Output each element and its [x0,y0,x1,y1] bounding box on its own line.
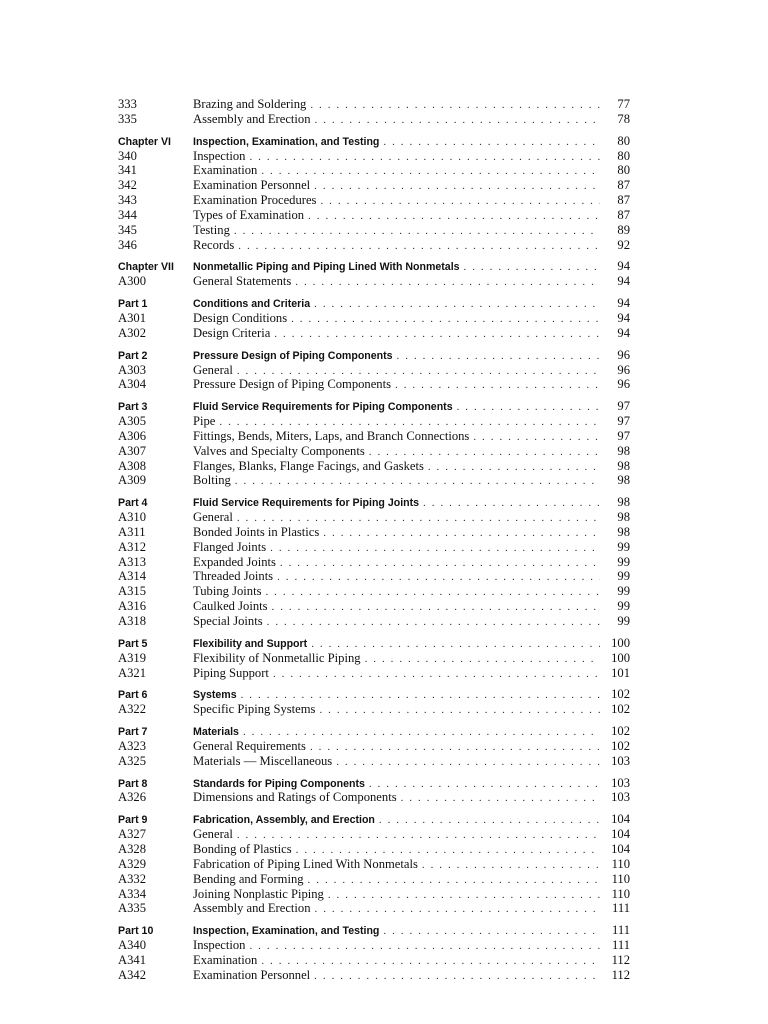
toc-section-number: A335 [118,901,146,916]
toc-entry-row[interactable] [118,857,630,872]
dot-leader [314,297,600,312]
toc-section-number: A326 [118,790,146,805]
toc-page-number: 110 [611,871,630,886]
toc-page-number: 94 [617,310,630,325]
dot-leader [235,474,600,489]
table-of-contents [118,97,630,983]
toc-section-title: Joining Nonplastic Piping [193,886,324,901]
toc-section-title: Assembly and Erection [193,901,311,916]
toc-page-number: 97 [617,414,630,429]
toc-entry-row[interactable] [118,363,630,378]
dot-leader [320,194,600,209]
dot-leader [277,570,600,585]
toc-section-number: A327 [118,827,146,842]
toc-section-number: A319 [118,650,146,665]
dot-leader [270,541,600,556]
dot-leader [265,585,600,600]
toc-section-title: Conditions and Criteria [193,298,311,311]
toc-entry-row[interactable] [118,163,630,178]
toc-page-number: 78 [617,111,630,126]
toc-page-number: 98 [617,495,630,510]
toc-section-number: A342 [118,967,146,982]
toc-section-title: Inspection [193,938,246,953]
dot-leader [249,939,600,954]
toc-section-title: General [193,827,233,842]
toc-section-number: Part 6 [118,689,148,702]
toc-section-title: Inspection, Examination, and Testing [193,135,380,148]
toc-entry-row[interactable] [118,540,630,555]
dot-leader [397,349,600,364]
dot-leader [280,556,600,571]
toc-section-title: Bonded Joints in Plastics [193,524,320,539]
toc-section-number: A341 [118,952,146,967]
toc-page-number: 102 [611,702,630,717]
toc-entry-row[interactable] [118,938,630,953]
toc-section-number: Part 8 [118,777,148,790]
dot-leader [238,239,600,254]
toc-page-number: 97 [617,399,630,414]
dot-leader [237,511,600,526]
toc-page-number: 111 [612,938,630,953]
dot-leader [464,260,600,275]
toc-page-number: 99 [617,599,630,614]
toc-section-number: Part 5 [118,637,148,650]
toc-page-number: 97 [617,428,630,443]
toc-heading-row[interactable] [118,724,630,739]
toc-section-title: Special Joints [193,614,263,628]
toc-section-number: 344 [118,207,137,222]
dot-leader [272,600,600,615]
toc-entry-row[interactable] [118,599,630,614]
toc-page-number: 99 [617,584,630,599]
toc-section-title: Fluid Service Requirements for Piping Components [193,401,453,414]
toc-section-title: Flanged Joints [193,539,267,554]
toc-section-number: Chapter VI [118,135,171,148]
toc-section-number: A334 [118,886,146,901]
dot-leader [395,378,600,393]
dot-leader [383,135,600,150]
toc-section-title: Piping Support [193,665,269,680]
toc-page-number: 103 [611,790,630,805]
toc-entry-row[interactable] [118,842,630,857]
toc-section-number: A329 [118,856,146,871]
toc-entry-row[interactable] [118,584,630,599]
toc-section-title: Specific Piping Systems [193,702,316,717]
toc-entry-row[interactable] [118,953,630,968]
toc-entry-row[interactable] [118,887,630,902]
toc-entry-row[interactable] [118,790,630,805]
toc-entry-row[interactable] [118,149,630,164]
dot-leader [295,275,600,290]
toc-section-number: 343 [118,193,137,208]
toc-section-title: Flanges, Blanks, Flange Facings, and Gaskets [193,458,424,473]
toc-entry-row[interactable] [118,739,630,754]
dot-leader [315,113,600,128]
dot-leader [296,843,600,858]
toc-page-number: 94 [617,259,630,274]
toc-page-number: 110 [611,886,630,901]
toc-page-number: 103 [611,753,630,768]
toc-section-number: A307 [118,443,146,458]
toc-page-number: 87 [617,193,630,208]
toc-section-title: Bonding of Plastics [193,841,292,856]
dot-leader [383,924,600,939]
toc-heading-row[interactable] [118,259,630,274]
toc-entry-row[interactable] [118,510,630,525]
toc-page-number: 96 [617,347,630,362]
toc-entry-row[interactable] [118,97,630,112]
toc-section-title: Expanded Joints [193,554,276,569]
toc-entry-row[interactable] [118,274,630,289]
toc-section-title: Pipe [193,414,216,429]
toc-section-number: A309 [118,473,146,488]
toc-section-number: A328 [118,841,146,856]
toc-section-number: A311 [118,524,146,539]
toc-section-number: A308 [118,458,146,473]
toc-section-number: A301 [118,310,146,325]
toc-section-title: Flexibility and Support [193,637,308,650]
dot-leader [328,888,600,903]
toc-section-title: Systems [193,689,237,702]
toc-page-number: 80 [617,163,630,178]
dot-leader [323,526,600,541]
dot-leader [310,740,600,755]
toc-section-number: Part 1 [118,298,148,311]
toc-section-title: Design Criteria [193,325,271,340]
toc-page-number: 99 [617,614,630,628]
toc-section-number: A305 [118,414,146,429]
toc-section-title: Fabrication, Assembly, and Erection [193,814,375,827]
dot-leader [261,954,600,969]
toc-section-title: Valves and Specialty Components [193,443,365,458]
toc-section-title: Types of Examination [193,207,305,222]
toc-section-number: A316 [118,599,146,614]
toc-page-number: 80 [617,133,630,148]
toc-section-title: Fluid Service Requirements for Piping Joints [193,497,420,510]
toc-section-title: Examination Personnel [193,178,311,193]
toc-section-number: Part 9 [118,814,148,827]
toc-page-number: 111 [612,901,630,916]
toc-section-title: Nonmetallic Piping and Piping Lined With Nonmetals [193,261,460,274]
toc-section-title: Records [193,237,235,252]
dot-leader [311,637,600,652]
toc-section-title: Standards for Piping Components [193,777,365,790]
toc-section-number: 345 [118,222,137,237]
toc-section-title: Pressure Design of Piping Components [193,349,393,362]
toc-page-number: 99 [617,539,630,554]
toc-entry-row[interactable] [118,872,630,887]
toc-page-number: 102 [611,687,630,702]
toc-heading-row[interactable] [118,134,630,149]
toc-entry-row[interactable] [118,666,630,681]
toc-page-number: 96 [617,362,630,377]
toc-page-number: 89 [617,222,630,237]
toc-section-number: 341 [118,163,137,178]
toc-section-number: A332 [118,871,146,886]
dot-leader [423,496,600,511]
toc-page-number: 96 [617,377,630,392]
toc-section-number: A310 [118,510,146,525]
toc-entry-row[interactable] [118,208,630,223]
toc-section-number: A312 [118,539,146,554]
toc-entry-row[interactable] [118,827,630,842]
toc-page-number: 98 [617,443,630,458]
toc-section-number: Part 4 [118,497,148,510]
dot-leader [369,445,600,460]
toc-page-number: 103 [611,775,630,790]
toc-heading-row[interactable] [118,399,630,414]
dot-leader [457,400,600,415]
toc-section-number: 340 [118,148,137,163]
toc-entry-row[interactable] [118,901,630,916]
toc-page-number: 99 [617,554,630,569]
toc-section-number: Part 10 [118,925,154,938]
toc-entry-row[interactable] [118,223,630,238]
dot-leader [249,150,600,165]
toc-section-number: A306 [118,428,146,443]
toc-section-title: Examination [193,163,258,178]
toc-section-title: Inspection [193,148,246,163]
toc-page-number: 98 [617,473,630,488]
toc-section-title: Pressure Design of Piping Components [193,377,391,392]
toc-section-title: Tubing Joints [193,584,262,599]
toc-section-title: Caulked Joints [193,599,268,614]
toc-page-number: 100 [611,635,630,650]
toc-page-number: 98 [617,510,630,525]
toc-heading-row[interactable] [118,636,630,651]
toc-page-number: 98 [617,524,630,539]
toc-section-number: A340 [118,938,146,953]
toc-section-number: A325 [118,753,146,768]
toc-section-title: Bolting [193,473,231,488]
toc-section-number: 346 [118,237,137,252]
toc-section-title: Dimensions and Ratings of Components [193,790,397,805]
toc-entry-row[interactable] [118,414,630,429]
toc-heading-row[interactable] [118,923,630,938]
toc-entry-row[interactable] [118,429,630,444]
toc-entry-row[interactable] [118,238,630,253]
dot-leader [219,415,600,430]
toc-section-number: A314 [118,569,146,584]
toc-page-number: 77 [617,97,630,111]
toc-section-number: A315 [118,584,146,599]
toc-heading-row[interactable] [118,296,630,311]
toc-section-title: Design Conditions [193,310,288,325]
toc-page-number: 111 [612,923,630,938]
toc-section-title: Examination Procedures [193,193,317,208]
toc-heading-row[interactable] [118,687,630,702]
toc-page-number: 99 [617,569,630,584]
dot-leader [473,430,600,445]
toc-entry-row[interactable] [118,754,630,769]
dot-leader [273,667,600,682]
toc-entry-row[interactable] [118,569,630,584]
dot-leader [315,902,600,917]
dot-leader [308,873,600,888]
toc-entry-row[interactable] [118,178,630,193]
toc-page-number: 104 [611,827,630,842]
dot-leader [243,725,600,740]
toc-entry-row[interactable] [118,444,630,459]
toc-page-number: 104 [611,812,630,827]
toc-section-title: Fabrication of Piping Lined With Nonmetals [193,856,418,871]
toc-section-title: Testing [193,222,230,237]
toc-page-number: 94 [617,325,630,340]
toc-heading-row[interactable] [118,348,630,363]
toc-section-number: 333 [118,97,137,111]
toc-entry-row[interactable] [118,525,630,540]
toc-entry-row[interactable] [118,311,630,326]
toc-entry-row[interactable] [118,473,630,488]
dot-leader [267,615,600,630]
toc-section-title: Examination [193,952,258,967]
toc-entry-row[interactable] [118,555,630,570]
toc-page-number: 104 [611,841,630,856]
toc-section-title: Examination Personnel [193,967,311,982]
toc-section-title: Assembly and Erection [193,111,311,126]
toc-section-number: A318 [118,614,146,628]
toc-section-title: General [193,362,233,377]
dot-leader [261,164,600,179]
toc-entry-row[interactable] [118,112,630,127]
toc-page-number: 102 [611,724,630,739]
toc-section-title: General Statements [193,274,292,289]
toc-section-title: Bending and Forming [193,871,304,886]
toc-page-number: 110 [611,856,630,871]
dot-leader [237,828,600,843]
toc-entry-row[interactable] [118,968,630,983]
toc-heading-row[interactable] [118,812,630,827]
toc-page-number: 80 [617,148,630,163]
toc-entry-row[interactable] [118,193,630,208]
toc-section-title: General Requirements [193,738,306,753]
toc-section-number: Part 2 [118,349,148,362]
toc-page-number: 92 [617,237,630,252]
toc-section-number: 342 [118,178,137,193]
toc-section-title: Brazing and Soldering [193,97,307,111]
toc-section-number: A304 [118,377,146,392]
dot-leader [234,224,600,239]
dot-leader [369,777,600,792]
toc-entry-row[interactable] [118,377,630,392]
toc-page-number: 101 [611,665,630,680]
dot-leader [274,327,600,342]
toc-heading-row[interactable] [118,495,630,510]
toc-section-number: 335 [118,111,137,126]
toc-page-number: 102 [611,738,630,753]
toc-section-number: A303 [118,362,146,377]
dot-leader [379,813,600,828]
toc-page-number: 112 [611,952,630,967]
toc-entry-row[interactable] [118,614,630,629]
toc-section-title: General [193,510,233,525]
dot-leader [237,364,600,379]
toc-page-number: 87 [617,207,630,222]
toc-heading-row[interactable] [118,776,630,791]
toc-section-number: A313 [118,554,146,569]
toc-section-title: Flexibility of Nonmetallic Piping [193,650,361,665]
toc-entry-row[interactable] [118,651,630,666]
dot-leader [422,858,600,873]
toc-page-number: 87 [617,178,630,193]
toc-entry-row[interactable] [118,326,630,341]
toc-section-title: Materials [193,726,239,739]
toc-section-number: A300 [118,274,146,289]
dot-leader [310,98,600,113]
toc-page-number: 94 [617,274,630,289]
dot-leader [336,755,600,770]
toc-section-number: Part 3 [118,401,148,414]
toc-section-title: Threaded Joints [193,569,274,584]
toc-section-number: A302 [118,325,146,340]
dot-leader [401,791,600,806]
dot-leader [314,179,600,194]
toc-page-number: 112 [611,967,630,982]
toc-page-number: 94 [617,296,630,311]
dot-leader [365,652,600,667]
toc-entry-row[interactable] [118,459,630,474]
toc-entry-row[interactable] [118,702,630,717]
toc-section-title: Fittings, Bends, Miters, Laps, and Branch Connections [193,428,470,443]
toc-page-number: 100 [611,650,630,665]
dot-leader [291,312,600,327]
toc-section-title: Inspection, Examination, and Testing [193,925,380,938]
dot-leader [308,209,600,224]
dot-leader [319,703,600,718]
dot-leader [428,460,600,475]
toc-section-title: Materials — Miscellaneous [193,753,333,768]
toc-section-number: A322 [118,702,146,717]
toc-page-number: 98 [617,458,630,473]
toc-section-number: A323 [118,738,146,753]
toc-section-number: A321 [118,665,146,680]
toc-section-number: Chapter VII [118,261,174,274]
dot-leader [241,688,600,703]
dot-leader [314,969,600,984]
toc-section-number: Part 7 [118,726,148,739]
